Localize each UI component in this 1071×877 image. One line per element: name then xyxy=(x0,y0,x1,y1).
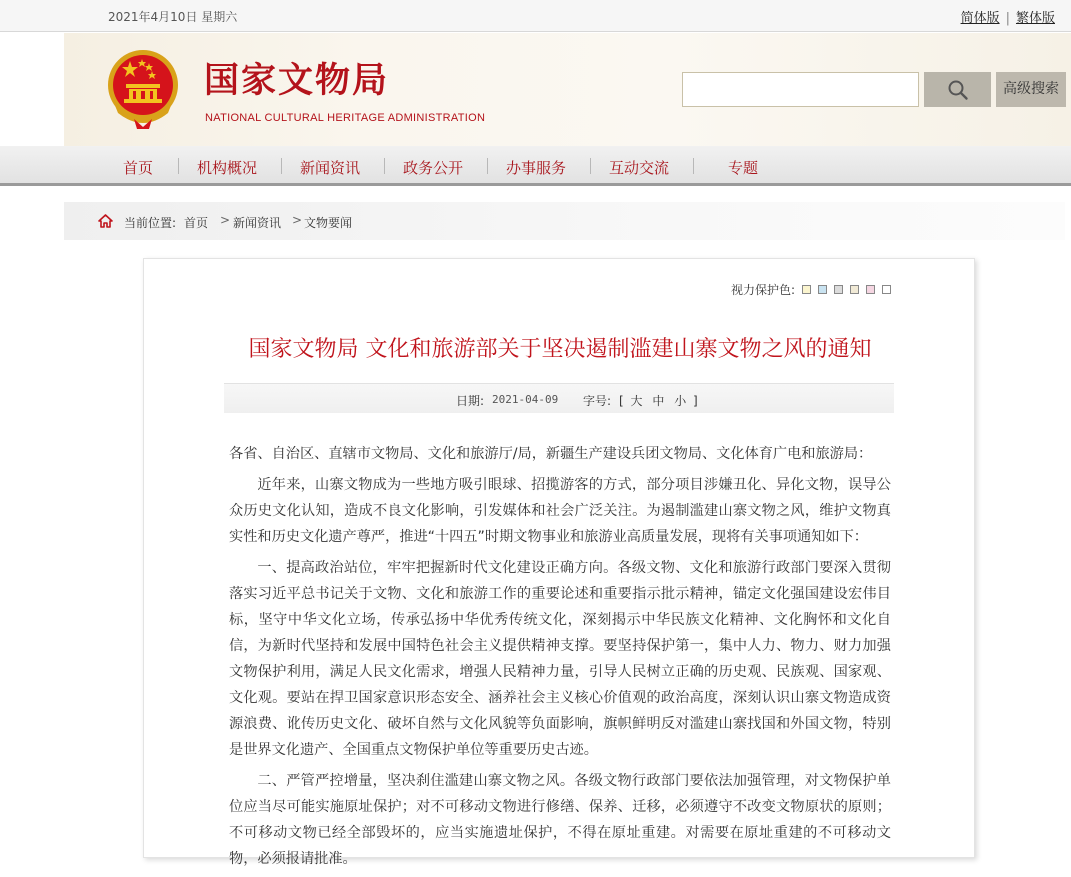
color-swatch-blue[interactable] xyxy=(818,285,827,294)
simplified-chinese-link[interactable]: 简体版 xyxy=(960,11,1000,26)
font-size-controls xyxy=(619,392,698,409)
nav-separator xyxy=(590,158,591,174)
nav-item-home[interactable]: 首页 xyxy=(123,159,154,177)
date-label: 日期: xyxy=(456,394,485,408)
article-paragraph: 二、严管严控增量，坚决刹住滥建山寨文物之风。各级文物行政部门要依法加强管理，对文物保护单位应当尽可能实施原址保护；对不可移动文物进行修缮、保养、迁移，必须遵守不改变文物原状的原则；不可移动文物已经全部毁坏的，应当实施遗址保护，不得在原址重建。对需要在原址重建的不可移动文物，必须报请批准。 xyxy=(229,773,891,867)
language-separator: | xyxy=(1005,11,1010,26)
home-icon xyxy=(98,214,113,228)
breadcrumb-news[interactable]: 新闻资讯 xyxy=(233,216,282,230)
font-size-medium-button[interactable]: 中 xyxy=(652,394,665,408)
article-paragraph: 近年来，山寨文物成为一些地方吸引眼球、招揽游客的方式，部分项目涉嫌丑化、异化文物，误导公众历史文化认知，造成不良文化影响，引发媒体和社会广泛关注。为遏制滥建山寨文物之风，维护文物真实性和历史文化遗产尊严，推进“十四五”时期文物事业和旅游业高质量发展，现将有关事项通知如下： xyxy=(229,477,891,545)
article-panel xyxy=(143,258,975,867)
publish-date: 2021-04-09 xyxy=(492,393,559,406)
color-swatch-beige[interactable] xyxy=(850,285,859,294)
color-swatch-pink[interactable] xyxy=(866,285,875,294)
nav-separator xyxy=(487,158,488,174)
breadcrumb-heritage-news[interactable]: 文物要闻 xyxy=(304,216,353,230)
nav-separator xyxy=(384,158,385,174)
search-button[interactable] xyxy=(924,72,991,107)
bracket-open: [ xyxy=(619,394,624,408)
font-size-label: 字号: xyxy=(583,394,612,408)
color-swatch-yellow[interactable] xyxy=(802,285,811,294)
nav-separator xyxy=(693,158,694,174)
nav-separator xyxy=(281,158,282,174)
nav-item-topics[interactable]: 专题 xyxy=(728,159,759,177)
nav-item-government-affairs[interactable]: 政务公开 xyxy=(403,159,464,177)
nav-item-services[interactable]: 办事服务 xyxy=(506,159,567,177)
traditional-chinese-link[interactable]: 繁体版 xyxy=(1015,11,1055,26)
breadcrumb-arrow-icon: > xyxy=(220,213,231,227)
eye-protection-label: 视力保护色: xyxy=(731,283,796,297)
font-size-large-button[interactable]: 大 xyxy=(630,394,643,408)
eye-protection-colors xyxy=(731,281,891,298)
top-bar xyxy=(0,0,1071,32)
advanced-search-button[interactable]: 高级搜索 xyxy=(996,72,1066,107)
article-meta xyxy=(224,383,894,413)
color-swatch-white[interactable] xyxy=(882,285,891,294)
search-input[interactable] xyxy=(682,72,919,107)
nav-item-interaction[interactable]: 互动交流 xyxy=(609,159,670,177)
article-paragraph: 各省、自治区、直辖市文物局、文化和旅游厅/局，新疆生产建设兵团文物局、文化体育广电和旅游局： xyxy=(229,446,873,462)
site-title: 国家文物局 xyxy=(204,60,390,101)
national-emblem-icon[interactable] xyxy=(104,47,182,131)
font-size-small-button[interactable]: 小 xyxy=(674,394,687,408)
language-switch xyxy=(961,7,1055,26)
nav-item-organization[interactable]: 机构概况 xyxy=(197,159,258,177)
main-nav xyxy=(0,146,1071,186)
nav-item-news[interactable]: 新闻资讯 xyxy=(300,159,361,177)
color-swatch-gray[interactable] xyxy=(834,285,843,294)
breadcrumb xyxy=(64,202,1065,240)
site-header xyxy=(0,33,1071,146)
search-icon xyxy=(947,79,969,101)
article-paragraph: 一、提高政治站位，牢牢把握新时代文化建设正确方向。各级文物、文化和旅游行政部门要深入贯彻落实习近平总书记关于文物、文化和旅游工作的重要论述和重要指示批示精神，锚定文化强国建设宏伟目标，坚守中华文化立场，传承弘扬中华优秀传统文化，深刻揭示中华民族文化精神、文化胸怀和文化自信，为新时代坚持和发展中国特色社会主义提供精神支撑。要坚持保护第一，集中人力、物力、财力加强文物保护利用，满足人民文化需求，增强人民精神力量，引导人民树立正确的历史观、民族观、国家观、文化观。要站在捍卫国家意识形态安全、涵养社会主义核心价值观的政治高度，深刻认识山寨文物造成资源浪费、讹传历史文化、破坏自然与文化风貌等负面影响，旗帜鲜明反对滥建山寨找国和外国文物，特别是世界文化遗产、全国重点文物保护单位等重要历史古迹。 xyxy=(229,560,891,758)
breadcrumb-arrow-icon: > xyxy=(292,213,303,227)
breadcrumb-label: 当前位置: xyxy=(124,216,177,230)
site-subtitle: NATIONAL CULTURAL HERITAGE ADMINISTRATION xyxy=(205,112,486,124)
breadcrumb-home[interactable]: 首页 xyxy=(184,216,209,230)
bracket-close: ] xyxy=(693,394,698,408)
nav-separator xyxy=(178,158,179,174)
article-body xyxy=(229,441,891,877)
article-title: 国家文物局 文化和旅游部关于坚决遏制滥建山寨文物之风的通知 xyxy=(248,337,872,362)
current-date: 2021年4月10日 星期六 xyxy=(108,10,238,24)
